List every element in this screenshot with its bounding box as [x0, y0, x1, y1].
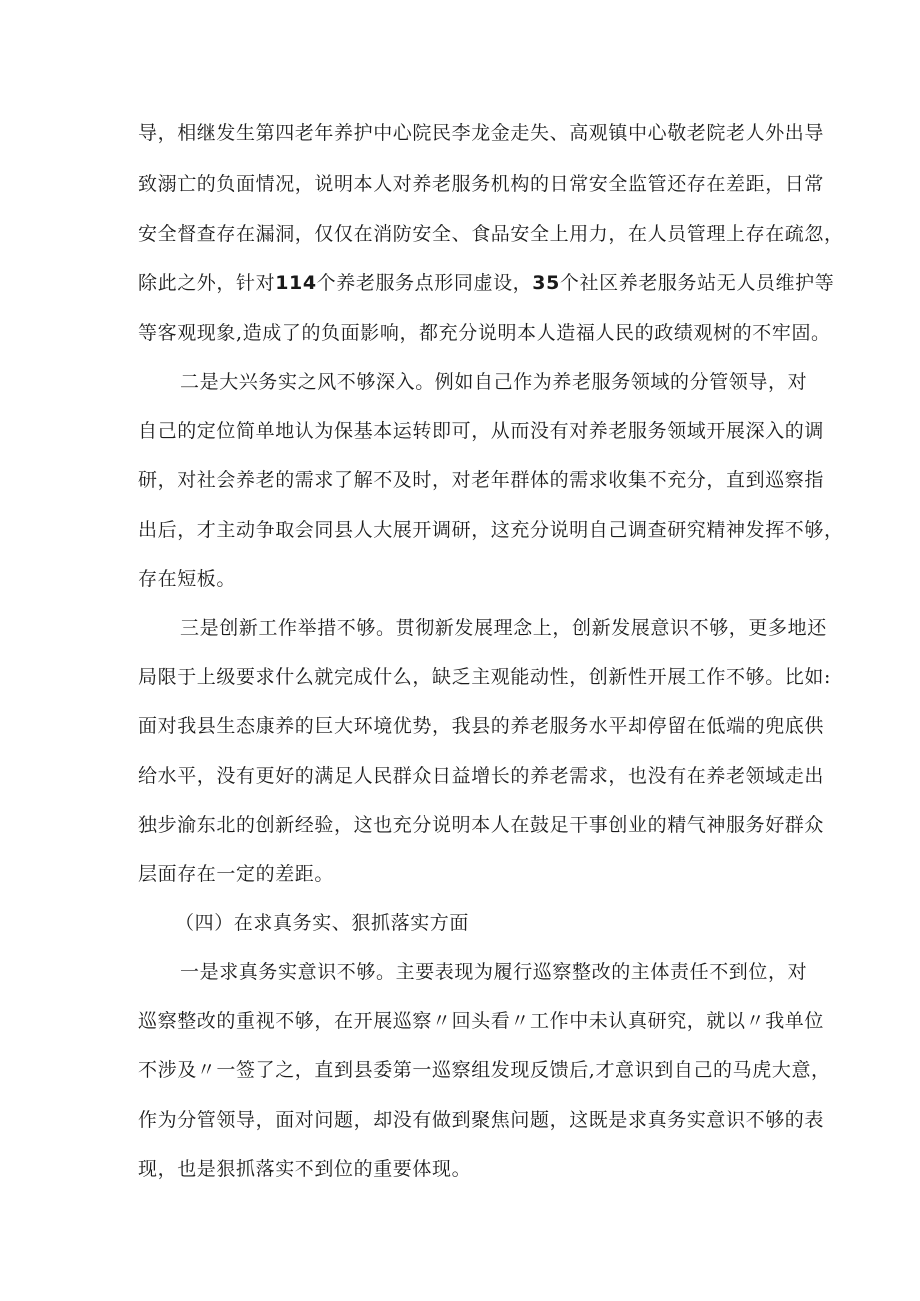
text-line: 导，相继发生第四老年养护中心院民李龙金走失、高观镇中心敬老院老人外出导 — [138, 122, 825, 144]
text-line: 现，也是狠抓落实不到位的重要体现。 — [138, 1158, 472, 1180]
text-line: 存在短板。 — [138, 568, 237, 590]
text-line: 自己的定位简单地认为保基本运转即可，从而没有对养老服务领域开展深入的调 — [138, 420, 825, 442]
text-line: 不涉及〃一签了之，直到县委第一巡察组发现反馈后,才意识到自己的马虎大意， — [138, 1059, 831, 1081]
text-line: 研，对社会养老的需求了解不及时，对老年群体的需求收集不充分，直到巡察指 — [138, 469, 825, 491]
paragraph-first-line: 一是求真务实意识不够。主要表现为履行巡察整改的主体责任不到位，对 — [180, 961, 808, 983]
text-line: 致溺亡的负面情况，说明本人对养老服务机构的日常安全监管还存在差距，日常 — [138, 173, 825, 195]
text-line: 层面存在一定的差距。 — [138, 863, 335, 885]
paragraph-first-line: 三是创新工作举措不够。贯彻新发展理念上，创新发展意识不够，更多地还 — [180, 617, 827, 639]
text-line: 面对我县生态康养的巨大环境优势，我县的养老服务水平却停留在低端的兜底供 — [138, 715, 825, 737]
number-35: 35 — [532, 272, 560, 294]
text-line: 巡察整改的重视不够，在开展巡察〃回头看〃工作中未认真研究，就以〃我单位 — [138, 1010, 825, 1032]
text-run: 个养老服务点形同虚设， — [316, 272, 533, 294]
text-line: 等客观现象,造成了的负面影响，都充分说明本人造福人民的政绩观树的不牢固。 — [138, 322, 831, 344]
section-heading: （四）在求真务实、狠抓落实方面 — [175, 912, 470, 934]
text-line: 局限于上级要求什么就完成什么，缺乏主观能动性，创新性开展工作不够。比如: — [138, 666, 832, 688]
number-114: 114 — [275, 272, 317, 294]
text-line — [138, 268, 835, 298]
text-line: 出后，才主动争取会同县人大展开调研，这充分说明自己调查研究精神发挥不够， — [138, 519, 844, 541]
text-run: 个社区养老服务站无人员维护等 — [559, 272, 835, 294]
text-run: 除此之外，针对 — [138, 272, 276, 294]
paragraph-first-line: 二是大兴务实之风不够深入。例如自己作为养老服务领域的分管领导，对 — [180, 371, 808, 393]
text-line: 给水平，没有更好的满足人民群众日益增长的养老需求，也没有在养老领域走出 — [138, 765, 825, 787]
text-line: 独步渝东北的创新经验，这也充分说明本人在鼓足干事创业的精气神服务好群众 — [138, 814, 825, 836]
text-line: 安全督查存在漏洞，仅仅在消防安全、食品安全上用力，在人员管理上存在疏忽， — [138, 223, 844, 245]
text-line: 作为分管领导，面对问题，却没有做到聚焦问题，这既是求真务实意识不够的表 — [138, 1109, 825, 1131]
